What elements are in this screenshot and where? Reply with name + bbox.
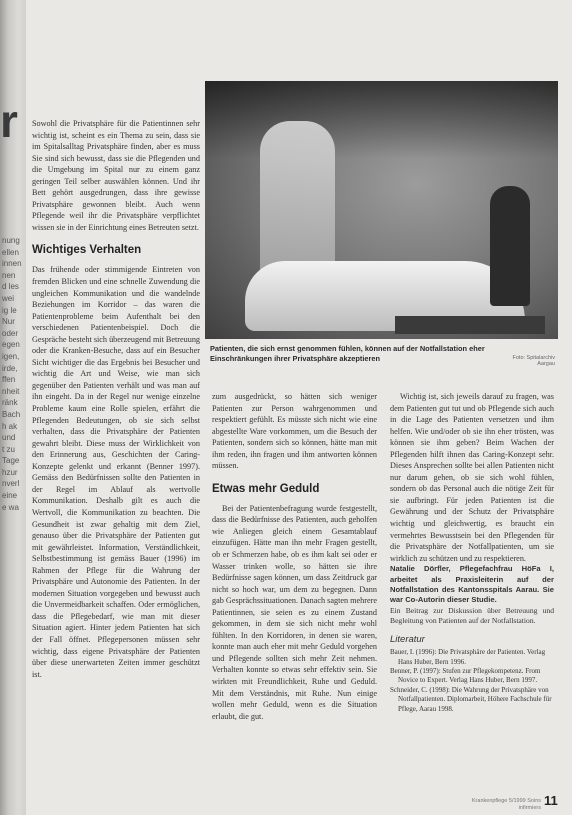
adjacent-page-line: wei	[2, 293, 15, 303]
intro-paragraph: zum ausgedrückt, so hätten sich weniger Patienten zur Person wahrgenommen und respektiert gefühlt. Es müsste sich nicht wie eine abgestellte Ware vorkommen, um die Besuch der Patienten, sondern sich so können, hätte man mit ihm reden, ihn fragen und ihm antworten können müssen.	[212, 392, 377, 471]
page-number: 11	[544, 793, 558, 808]
adjacent-page-line: nverl	[2, 479, 20, 489]
body-paragraph: Bei der Patientenbefragung wurde festgestellt, dass die Bedürfnisse des Patienten, auch geholfen wie Anliegen gleich einem Gesamtablauf einzufügen. Hätte man ihn mehr Fragen gestellt, ob er Schmerzen habe, ob es ihm kalt sei oder er Wasser trinken wolle, so hätten sie ihre Bedürfnisse sagen können, um dass Zeitdruck gar nicht so hoch war, um dem zu begegnen. Dann gab Gesprächssituationen. Danach sagten mehrere Patientinnen, sie seien es zu einem Zustand gekommen, in dem sie sich nicht mehr wohl fühlten. In den Korridoren, in denen sie waren, konnte man auch eher mit mehr Geduld vorgehen und Pflegende sollten sich mehr Zeit nehmen. Verhalten konnte so etwas sehr effektiv sein. Sie wirkten mit Freundlichkeit, Ruhe und Geduld. Mit dem Verständnis, mit Ruhe. Nun einige wollen mehr Geduld, wenn es die Situation erlaubt, die gut.	[212, 503, 377, 721]
adjacent-page-line: irde,	[2, 363, 18, 373]
intro-paragraph: Wichtig ist, sich jeweils darauf zu fragen, was dem Patienten gut tut und ob Pflegende sich auch in die Lage des Patienten versetzen und ihm helfen. Wie und/oder ob sie ihn eher trösten, was können sie ihm geben? Beim Wachen der Pflegenden hilft ihnen das Caring-Konzept sehr. Dieses Ansprechen sollte bei allen Patienten nicht nur darum gehen, ob sie sich wohl fühlen, sondern ob das Personal auch die nötige Zeit für sie aufbringt. Für jeden Patienten ist die Gewährung und der Schutz der Privatsphäre wichtig und gleichwertig, es braucht ein vermehrtes Bewusstsein bei den Pflegenden für die Privatsphäre der Notfallpatienten, um sie wirklich zu schützen und zu respektieren.	[390, 392, 554, 563]
photo-bed	[395, 316, 545, 334]
adjacent-page-line: egen	[2, 340, 20, 350]
adjacent-page-line: hzur	[2, 467, 18, 477]
author-bio: Natalie Dörfler, Pflegefachfrau HöFa I, arbeitet als Praxisleiterin auf der Notfallstation des Kantonsspitals Aarau. Sie war Co-Autorin dieser Studie.	[390, 564, 554, 605]
adjacent-page-line: innen	[2, 259, 22, 269]
adjacent-page-line: ränk	[2, 398, 18, 408]
adjacent-page-line: nheit	[2, 386, 20, 396]
section-heading-wichtiges-verhalten: Wichtiges Verhalten	[32, 244, 142, 257]
author-extra-note: Ein Beitrag zur Diskussion über Betreuung und Begleitung von Patienten auf der Notfallstation.	[390, 605, 554, 626]
column-right	[390, 391, 554, 714]
adjacent-page-line: ig le	[2, 305, 17, 315]
adjacent-page-line: und	[2, 433, 16, 443]
literature-heading: Literatur	[390, 633, 425, 645]
column-middle	[212, 391, 377, 722]
adjacent-page-line: Nur	[2, 317, 15, 327]
adjacent-page-line: ellen	[2, 247, 19, 257]
adjacent-page-text	[2, 235, 26, 513]
adjacent-page-line: ffen	[2, 375, 16, 385]
adjacent-page-line: Tage	[2, 456, 20, 466]
section-heading-etwas-mehr-geduld: Etwas mehr Geduld	[212, 482, 320, 495]
adjacent-page-line: nung	[2, 236, 20, 245]
adjacent-page-line: e wa	[2, 502, 19, 512]
column-left	[32, 118, 200, 680]
literature-item: Bauer, I. (1996): Die Privatsphäre der Patienten. Verlag Hans Huber, Bern 1996.	[390, 648, 546, 666]
photo-credit: Foto: Spitalarchiv Aargau	[512, 355, 555, 367]
adjacent-page-line: oder	[2, 328, 19, 338]
literature-list	[390, 648, 554, 714]
adjacent-page-strip	[0, 0, 26, 815]
author-note	[390, 564, 554, 606]
photo-second-person	[490, 186, 530, 306]
adjacent-page-line: h ak	[2, 421, 18, 431]
literature-item: Benner, P. (1997): Stufen zur Pflegekompetenz. From Novice to Expert. Verlag Hans Huber, Bern 1997.	[390, 667, 541, 685]
adjacent-page-line: eine	[2, 491, 18, 501]
adjacent-page-letter: r	[0, 95, 18, 147]
body-paragraph: Das frühende oder stimmigende Eintreten von fremden Blicken und eine schnelle Zuwendung die ungleichen Kommunikation und die wandelnde Beziehungen im Korridor – das waren die Patientenprobleme beim Aufenthalt bei den verschiedenen Patientenbeispiel. Doch die Gespräche besteht sich überzeugend mit Betreuung oder die Kranken-Besuche, dass auf ein Besucher Sicht wichtiger die das Ergebnis bei Besucher und wichtig die Art und Weise, wie man sich gegenüber den Patienten verhält und was man auf ihn eingeht. Da in der Regel nur wenige einzelne Probleme kaum eine Rolle spielen, erfährt die Pflegenden Bedeutungen, ob sie sich selbst verhalten, dass die Privatsphäre der Patienten gewahrt bleibt. Diese muss der Wirklichkeit von den Erinnerung aus, Geschichten der Caring-Konzepte gelenkt und erkannt (Benner 1997). Gemäss den Bedürfnissen sollte den Patienten in der Regel im Ablauf als wertvolle Kommunikation. Deshalb gilt es auch die Wertvoll, die Kommunikation zu beachten. Die Gesundheit ist zwar gehaltig mit dem Ziel, genauso über die Privatsphäre der Patienten gut mit gewährleistet. Information, Verständlichkeit, Selbstbestimmung ist gemäss Bauer (1996) im Rahmen der Pflege für die Wahrung der Privatsphäre und Autonomie des Patienten. In der modernen Situation vorgegeben und bewusst auch die Unvermeidbarkeit schaffen. Oder ermöglichen, dass die Pflegebedarf, wie man mit dieser Situation agiert. Hinter jedem Patienten hat sich der Fall öffnet. Pflegepersonen müssen sehr wichtig, dass eigene Privatsphäre der Patienten über diese unerwarteten Zeiten immer geschützt ist.	[32, 265, 201, 679]
adjacent-page-line: t zu	[2, 444, 15, 454]
adjacent-page-line: d les	[2, 282, 19, 292]
photo-patient-in-emergency-room	[205, 81, 558, 339]
adjacent-page-line: igen,	[2, 351, 20, 361]
literature-item: Schneider, C. (1998): Die Wahrung der Privatsphäre von Notfallpatienten. Diplomarbeit, Höhere Fachschule für Pflege, Aarau 1998.	[390, 685, 552, 713]
intro-paragraph: Sowohl die Privatsphäre für die Patientinnen sehr wichtig ist, scheint es ein Thema zu sein, dass sie im Spitalsalltag Privatsphäre finden, aber es muss Sie sind sich bewusst, dass sie die Pflegenden und die Umgebung im Spital nur zu einem ganz geringen Teil selber auswählen können. Und ihr Bett gehört ausgedrungen, dass ihre gewisse Privatsphäre gewonnen bleibt. Auch wenn Pflegende weil ihr die Privatsphäre verpflichtet wissen sie in der Einrichtung eines Betreuten setzt.	[32, 119, 200, 232]
adjacent-page-line: nen	[2, 270, 16, 280]
adjacent-page-line: Bach	[2, 409, 21, 419]
photo-caption: Patienten, die sich ernst genommen fühlen, können auf der Notfallstation eher Einschränkungen ihrer Privatsphäre akzeptieren	[210, 344, 485, 363]
footer-label: Krankenpflege 5/1999 Soins infirmiers	[471, 798, 541, 811]
